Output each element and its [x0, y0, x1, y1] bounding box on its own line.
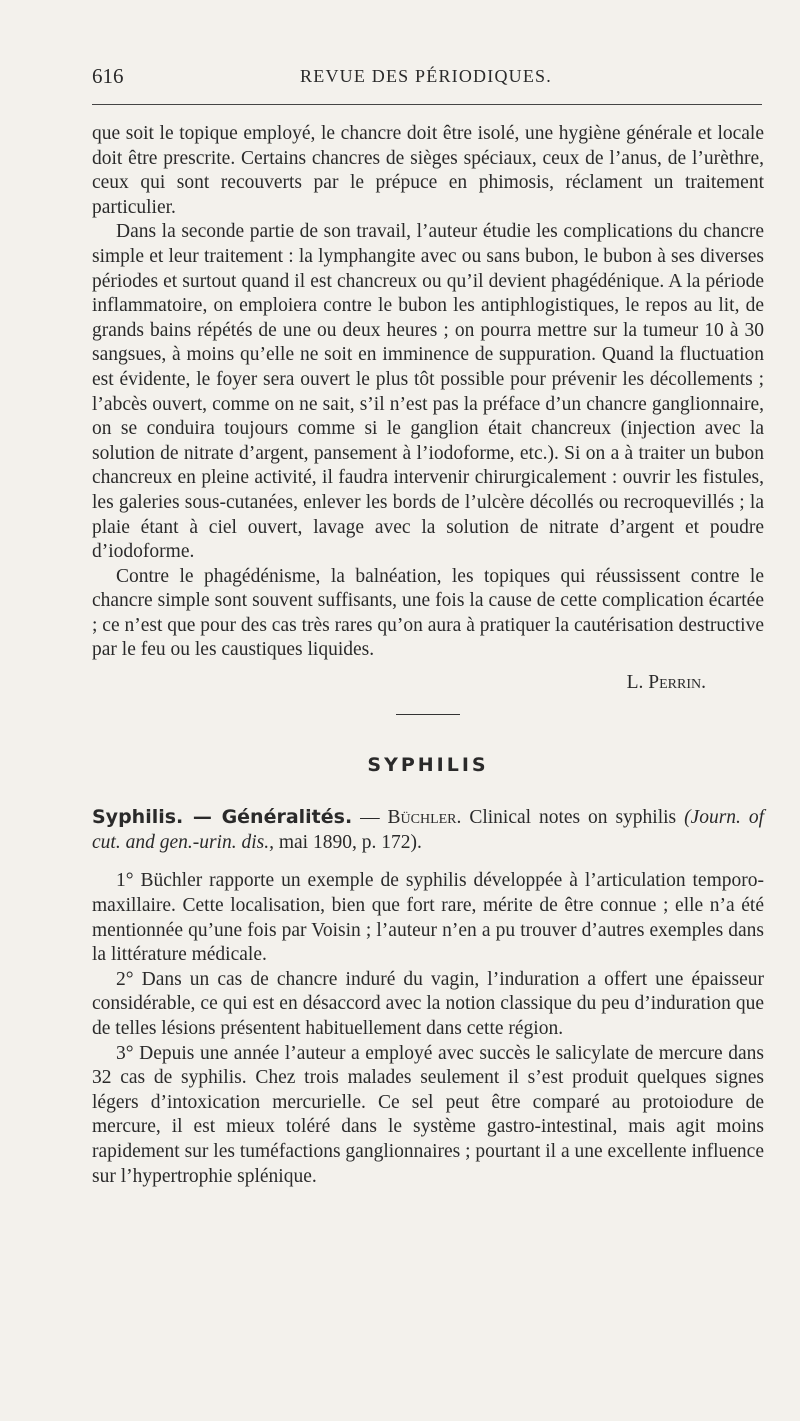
signature-name: Perrin. [648, 672, 706, 694]
page-number: 616 [92, 64, 124, 88]
section-title: SYPHILIS [367, 753, 489, 776]
paragraph: 2° Dans un cas de chancre induré du vagin, l’induration a offert une épaisseur considérable, ce qui est en désaccord avec la notion classique du peu d’induration que de telles lésions présentent habituellement dans cette région. [92, 968, 764, 1039]
paragraph: 3° Depuis une année l’auteur a employé avec succès le salicylate de mercure dans 32 cas de syphilis. Chez trois malades seulement il s’est produit quelques signes légers d’intoxication mercurielle. Ce sel peut être comparé au protoiodure de mercure, il est mieux toléré dans le système gastro-intestinal, mais agit moins rapidement sur les tuméfactions ganglionnaires ; pourtant il a une excellente influence sur l’hypertrophie splénique. [92, 1042, 764, 1187]
running-title: REVUE DES PÉRIODIQUES. [300, 66, 552, 86]
reference-lead: Syphilis. — Généralités. [92, 806, 353, 829]
reference-dash: — [352, 807, 388, 829]
paragraph: Dans la seconde partie de son travail, l’auteur étudie les complications du chancre simple et leur traitement : la lymphangite avec ou sans bubon, le bubon à ses diverses périodes et surtout quand il est chancreux ou qu’il devient phagédénique. A la période inflammatoire, on emploiera contre le bubon les antiphlogistiques, le repos au lit, de grands bains répétés de une ou deux heures ; on pourra mettre sur la tumeur 10 à 30 sangsues, à moins qu’elle ne soit en imminence de suppuration. Quand la fluctuation est évidente, le foyer sera ouvert le plus tôt possible pour prévenir les décollements ; l’abcès ouvert, comme on ne sait, s’il n’est pas la préface d’un chancre ganglionnaire, on se conduira toujours comme si le ganglion était chancreux (injection avec la solution de nitrate d’argent, pansement à l’iodoforme, etc.). Si on a à traiter un bubon chancreux en pleine activité, il faudra intervenir chirurgicalement : ouvrir les fistules, les galeries sous-cutanées, enlever les bords de l’ulcère décollés ou recroquevillés ; la plaie étant à ciel ouvert, lavage avec la solution de nitrate d’argent et poudre d’iodoforme. [92, 221, 764, 563]
paragraph: Contre le phagédénisme, la balnéation, les topiques qui réussissent contre le chancre simple sont souvent suffisants, une fois la cause de cette complication écartée ; ce n’est que pour des cas très rares qu’on aura à pratiquer la cautérisation destructive par le feu ou les caustiques liquides. [92, 565, 764, 661]
spacer [92, 855, 764, 869]
header-rule [92, 104, 762, 105]
page-header [92, 64, 760, 90]
reference-date: mai 1890, p. 172). [273, 831, 422, 853]
article-body [92, 122, 764, 1189]
reference-author: Büchler. [387, 807, 462, 829]
reference-journal: (Journ. of cut. and gen.-urin. dis., [92, 807, 765, 853]
paragraph: que soit le topique employé, le chancre doit être isolé, une hygiène générale et locale doit être prescrite. Certains chancres de sièges spéciaux, ceux de l’anus, de l’urèthre, ceux qui sont recouverts par le prépuce en phimosis, réclament un traitement particulier. [92, 123, 764, 218]
paragraph: 1° Büchler rapporte un exemple de syphilis développée à l’articulation temporo-maxillaire. Cette localisation, bien que fort rare, mérite de être connue ; elle n’a été mentionnée qu’une fois par Voisin ; l’auteur n’en a pu trouver d’autres exemples dans la littérature médicale. [92, 870, 764, 966]
reference-title: Clinical notes on syphilis [461, 807, 685, 829]
signature [92, 671, 706, 696]
section-separator [396, 714, 460, 715]
signature-initial: L. [626, 672, 644, 694]
reference-citation [92, 805, 764, 855]
